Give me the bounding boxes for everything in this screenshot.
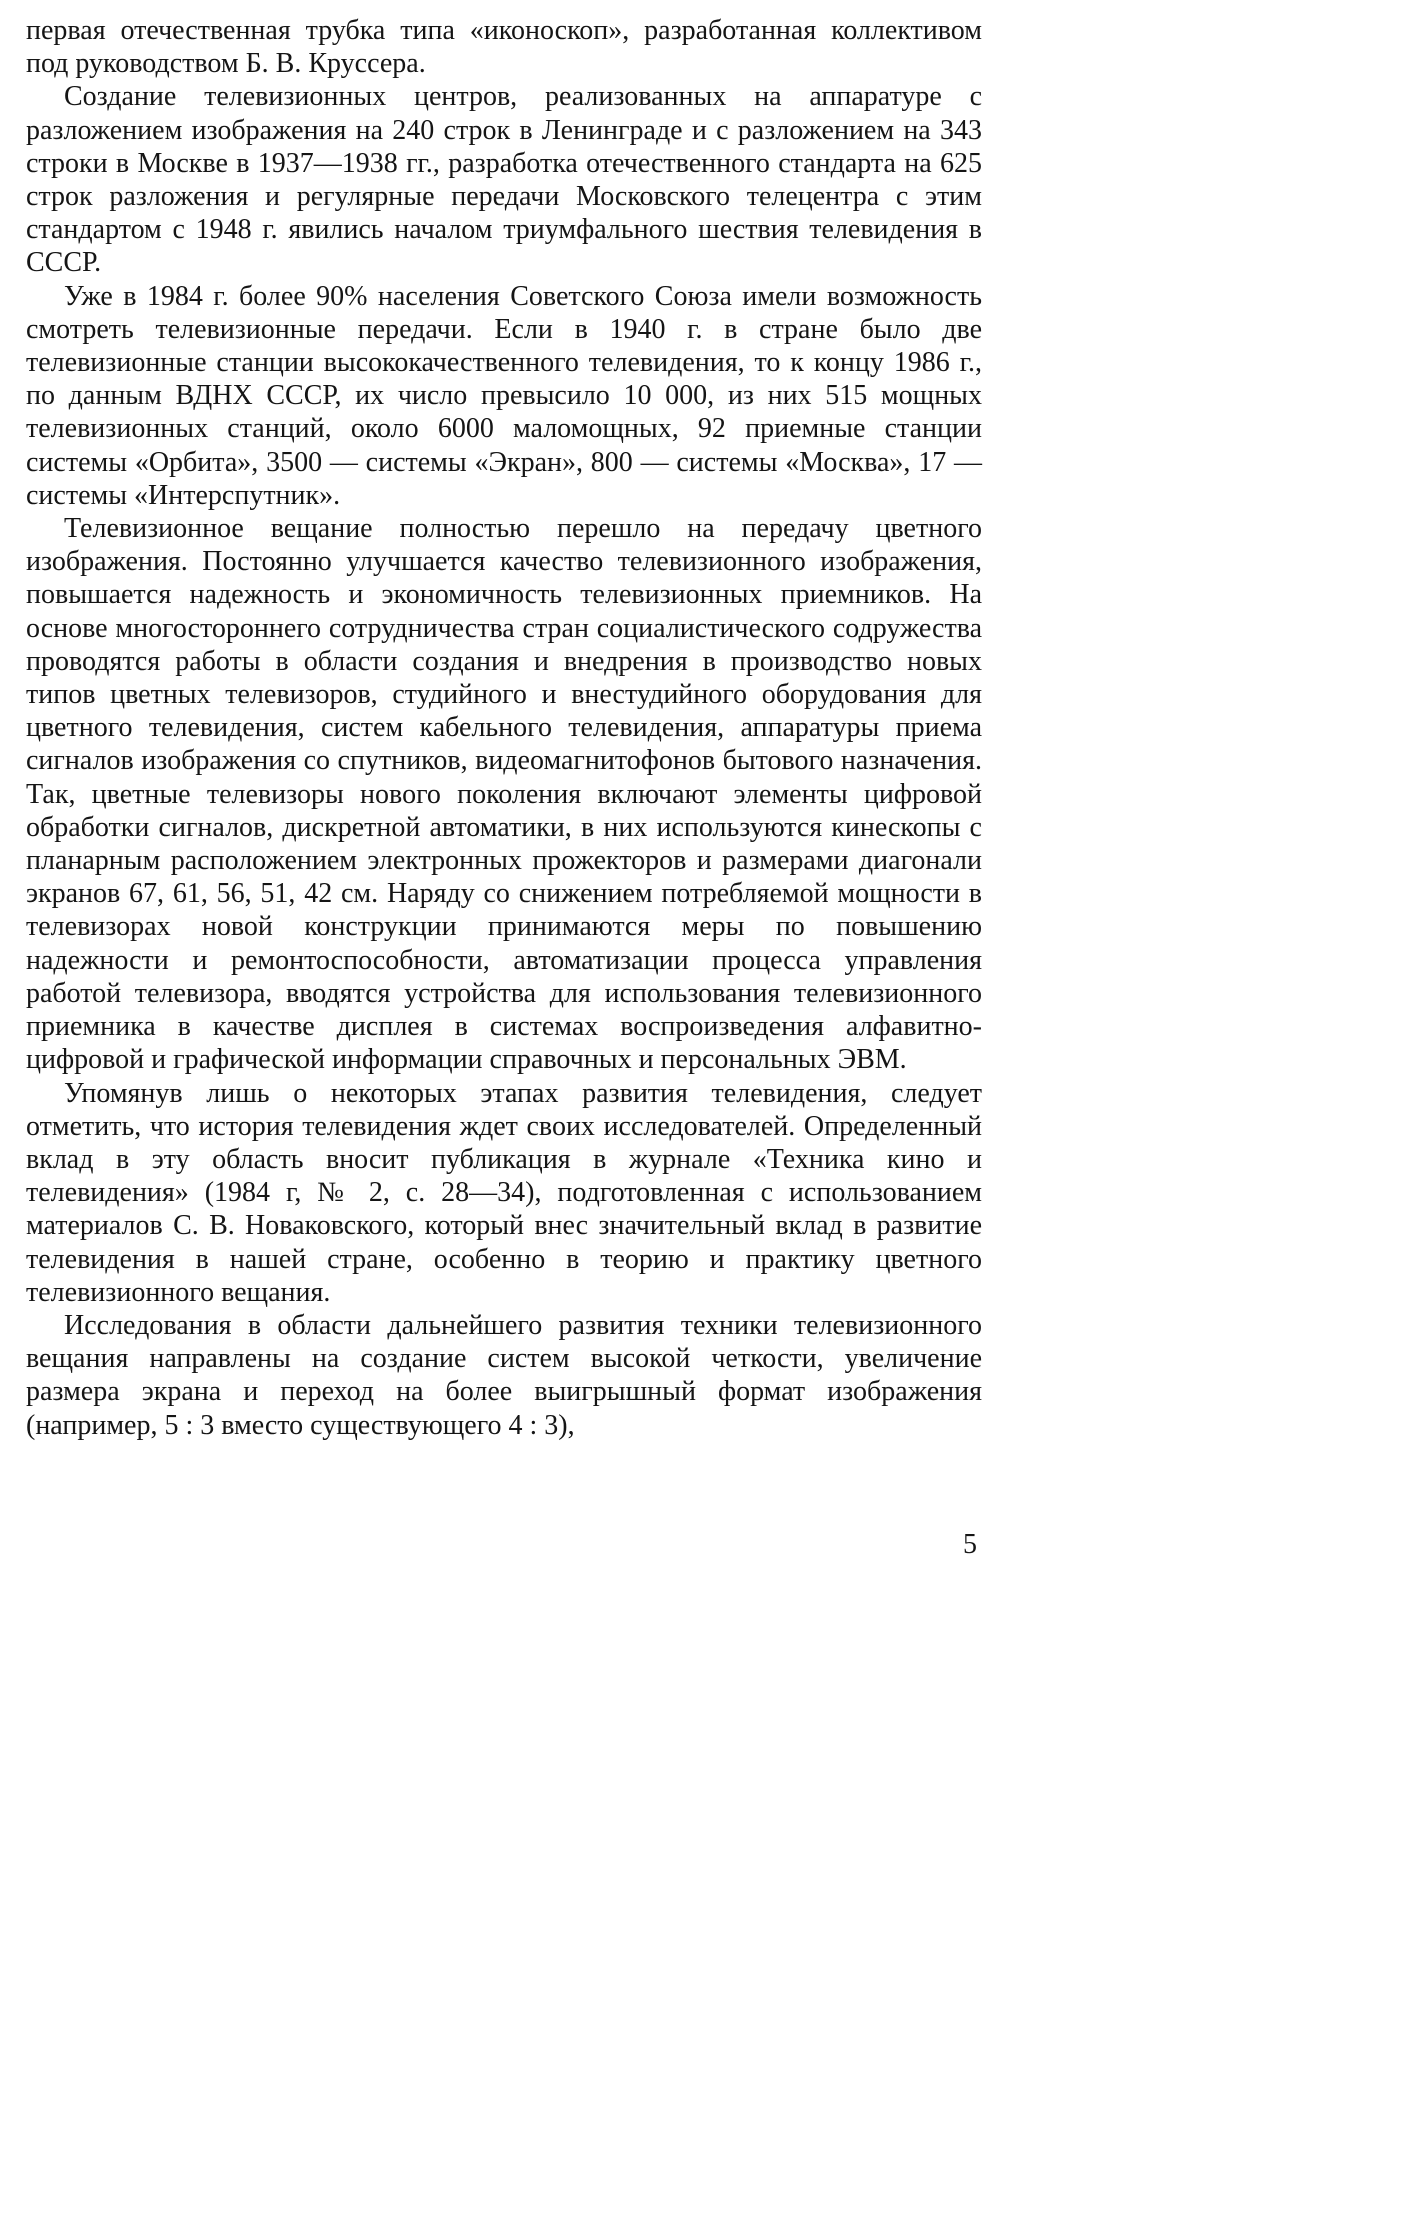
paragraph-tv-centers: Создание телевизионных центров, реализованных на аппаратуре с разложением изображения на 240 строк в Ленинграде и с разложением на 343 строки в Москве в 1937—1938 гг., разработка отечественного стандарта на 625 строк разложения и регулярные передачи Московского телецентра с этим стандартом с 1948 г. явились началом триумфального шествия телевидения в СССР. xyxy=(26,81,982,279)
paragraph-tv-coverage: Уже в 1984 г. более 90% населения Советского Союза имели возможность смотреть телевизионные передачи. Если в 1940 г. в стране было две телевизионные станции высококачественного телевидения, то к концу 1986 г., по данным ВДНХ СССР, их число превысило 10 000, из них 515 мощных телевизионных станций, около 6000 маломощных, 92 приемные станции системы «Орбита», 3500 — системы «Экран», 800 — системы «Москва», 17 — системы «Интерспутник». xyxy=(26,280,982,511)
paragraph-future-research: Исследования в области дальнейшего развития техники телевизионного вещания направлены на создание систем высокой четкости, увеличение размера экрана и переход на более выигрышный формат изображения (например, 5 : 3 вместо существующего 4 : 3), xyxy=(26,1309,982,1441)
page-text-body xyxy=(26,14,982,1442)
paragraph-color-broadcasting: Телевизионное вещание полностью перешло на передачу цветного изображения. Постоянно улучшается качество телевизионного изображения, повышается надежность и экономичность телевизионных приемников. На основе многостороннего сотрудничества стран социалистического содружества проводятся работы в области создания и внедрения в производство новых типов цветных телевизоров, студийного и внестудийного оборудования для цветного телевидения, систем кабельного телевидения, аппаратуры приема сигналов изображения со спутников, видеомагнитофонов бытового назначения. Так, цветные телевизоры нового поколения включают элементы цифровой обработки сигналов, дискретной автоматики, в них используются кинескопы с планарным расположением электронных прожекторов и размерами диагонали экранов 67, 61, 56, 51, 42 см. Наряду со снижением потребляемой мощности в телевизорах новой конструкции принимаются меры по повышению надежности и ремонтоспособности, автоматизации процесса управления работой телевизора, вводятся устройства для использования телевизионного приемника в качестве дисплея в системах воспроизведения алфавитно-цифровой и графической информации справочных и персональных ЭВМ. xyxy=(26,513,982,1076)
page-number: 5 xyxy=(963,1529,977,1560)
paragraph-iconoscope: первая отечественная трубка типа «иконоскоп», разработанная коллективом под руководством Б. В. Круссера. xyxy=(26,15,982,80)
paragraph-tv-history: Упомянув лишь о некоторых этапах развития телевидения, следует отметить, что история телевидения ждет своих исследователей. Определенный вклад в эту область вносит публикация в журнале «Техника кино и телевидения» (1984 г, № 2, с. 28—34), подготовленная с использованием материалов С. В. Новаковского, который внес значительный вклад в развитие телевидения в нашей стране, особенно в теорию и практику цветного телевизионного вещания. xyxy=(26,1077,982,1308)
